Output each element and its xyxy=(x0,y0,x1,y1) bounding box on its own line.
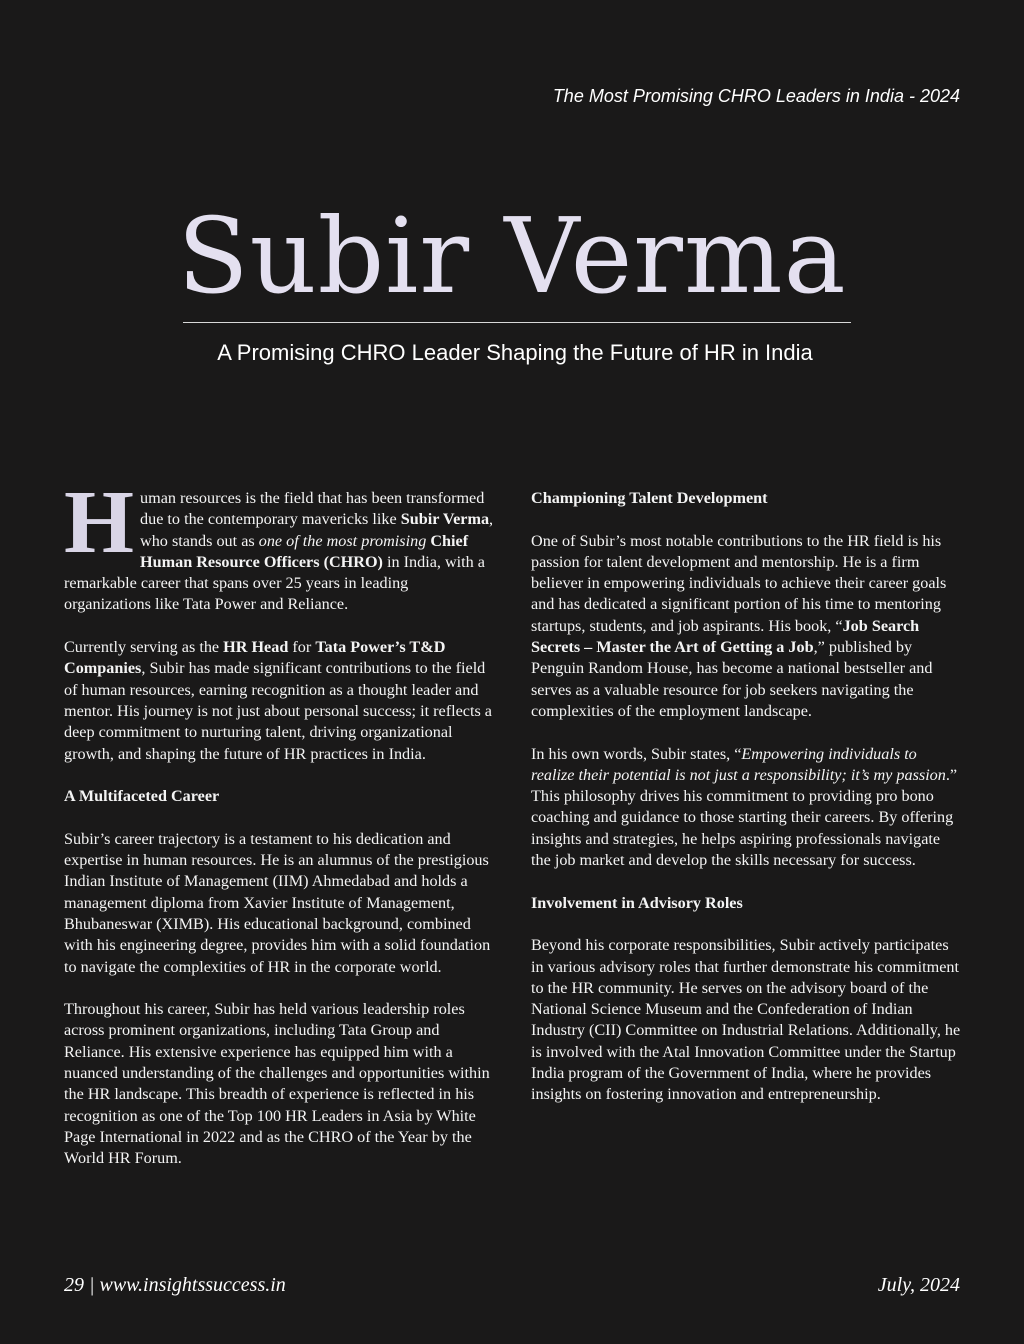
right-column xyxy=(531,488,961,1127)
section-heading-advisory: Involvement in Advisory Roles xyxy=(531,893,743,912)
drop-cap: H xyxy=(64,473,135,572)
article-title: Subir Verma xyxy=(177,195,847,317)
paragraph-current-role: Currently serving as the HR Head for Tata Power’s T&D Companies, Subir has made significant contributions to the field of human resources, earning recognition as a thought leader and mentor. His journey is not just about personal success; it reflects a deep commitment to nurturing talent, driving organizational growth, and shaping the future of HR practices in India. xyxy=(64,638,492,763)
paragraph-leadership: Throughout his career, Subir has held various leadership roles across prominent organizations, including Tata Group and Reliance. His extensive experience has equipped him with a nuanced understanding of the challenges and opportunities within the HR landscape. This breadth of experience is reflected in his recognition as one of the Top 100 HR Leaders in Asia by White Page International in 2022 and as the CHRO of the Year by the World HR Forum. xyxy=(64,1000,490,1168)
quote-text: Empowering individuals to realize their potential is not just a responsibility; it’s my passion xyxy=(531,744,946,784)
section-heading-talent: Championing Talent Development xyxy=(531,489,768,507)
article-subtitle: A Promising CHRO Leader Shaping the Future of HR in India xyxy=(217,340,813,365)
paragraph-quote: In his own words, Subir states, “Empowering individuals to realize their potential is not just a responsibility; it’s my passion.” This philosophy drives his commitment to providing pro bono coaching and guidance to those starting their careers. By offering insights and strategies, he helps aspiring professionals navigate the job market and develop the skills necessary for success. xyxy=(531,744,958,870)
footer-issue-date: July, 2024 xyxy=(877,1274,960,1296)
paragraph-advisory: Beyond his corporate responsibilities, Subir actively participates in various advisory roles that further demonstrate his commitment to the HR community. He serves on the advisory board of the National Science Museum and the Confederation of Indian Industry (CII) Committee on Industrial Relations. Additionally, he is involved with the Atal Innovation Committee under the Startup India program of the Government of India, where he provides insights on fostering innovation and entrepreneurship. xyxy=(531,936,961,1104)
intro-paragraph: Human resources is the field that has been transformed due to the contemporary mavericks like Subir Verma, who stands out as one of the most promising Chief Human Resource Officers (CHRO) in India, with a remarkable career that spans over 25 years in leading organizations like Tata Power and Reliance. xyxy=(64,473,494,614)
paragraph-career: Subir’s career trajectory is a testament to his dedication and expertise in human resources. He is an alumnus of the prestigious Indian Institute of Management (IIM) Ahmedabad and holds a management diploma from Xavier Institute of Management, Bhubaneswar (XIMB). His educational background, combined with his engineering degree, provides him with a solid foundation to navigate the complexities of HR in the corporate world. xyxy=(64,829,491,976)
left-column xyxy=(64,473,496,1191)
name-emphasis: Subir Verma xyxy=(400,510,490,529)
book-title: Job Search Secrets – Master the Art of Getting a Job xyxy=(531,616,920,657)
magazine-header-title: The Most Promising CHRO Leaders in India - 2024 xyxy=(552,86,960,106)
footer-page-site: 29 | www.insightssuccess.in xyxy=(64,1274,286,1296)
paragraph-talent: One of Subir’s most notable contributions to the HR field is his passion for talent development and mentorship. He is a firm believer in empowering individuals to achieve their career goals and has dedicated a significant portion of his time to mentoring startups, students, and job aspirants. His book, “Job Search Secrets – Master the Art of Getting a Job,” published by Penguin Random House, has become a national bestseller and serves as a valuable resource for job seekers navigating the complexities of the employment landscape. xyxy=(531,531,947,720)
section-heading-career: A Multifaceted Career xyxy=(64,787,220,806)
title-divider xyxy=(183,322,851,323)
